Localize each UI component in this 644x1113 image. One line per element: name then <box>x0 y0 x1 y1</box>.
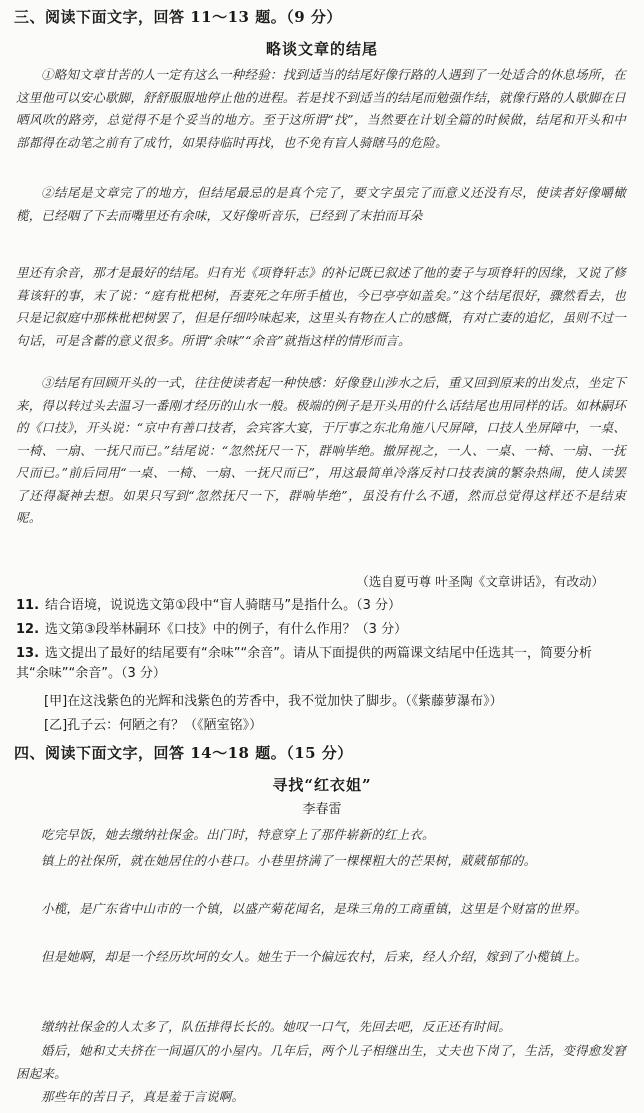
essay-paragraph-2a: ②结尾是文章完了的地方，但结尾最忌的是真个完了，要文字虽完了而意义还没有尽，使读者好像嚼橄榄，已经咽了下去而嘴里还有余味，又好像听音乐，已经到了末拍而耳朵 <box>16 185 626 223</box>
section-3-heading: 三、阅读下面文字，回答 11～13 题。（9 分） <box>14 8 342 26</box>
question-number: 13. <box>16 646 40 661</box>
option-jia: [甲]在这浅紫色的光辉和浅紫色的芳香中，我不觉加快了脚步。（《紫藤萝瀑布》） <box>44 694 503 709</box>
option-yi: [乙]孔子云：何陋之有？（《陋室铭》） <box>44 718 263 733</box>
story-paragraph-5: 缴纳社保金的人太多了，队伍排得长长的。她叹一口气，先回去吧，反正还有时间。 <box>41 1019 511 1034</box>
question-13 <box>16 644 616 684</box>
question-number: 12. <box>16 622 40 637</box>
question-text: 选文第③段举林嗣环《口技》中的例子，有什么作用？（3 分） <box>45 622 408 637</box>
essay-paragraph-3: ③结尾有回顾开头的一式，往往使读者起一种快感：好像登山涉水之后，重又回到原来的出发点，坐定下来，得以转过头去温习一番刚才经历的山水一般。极端的例子是开头用的什么话结尾也用同样的话。如林嗣环的《口技》，开头说：“京中有善口技者，会宾客大宴，于厅事之东北角施八尺屏障，口技人坐屏障中，一桌、一椅、一扇、一抚尺而已。”结尾说：“忽然抚尺一下，群响毕绝。撤屏视之，一人、一桌、一椅、一扇、一抚尺而已。”前后同用“一桌、一椅、一扇、一抚尺而已”，用这最简单冷落反衬口技表演的繁杂热闹，使人读罢了还得凝神去想。如果只写到“忽然抚尺一下，群响毕绝”，虽没有什么不通，然而总觉得这样还不是结束呢。 <box>16 375 626 525</box>
essay-title: 略谈文章的结尾 <box>265 40 378 58</box>
question-number: 11. <box>16 598 40 613</box>
story-paragraph-7: 那些年的苦日子，真是羞于言说啊。 <box>41 1089 245 1104</box>
question-11 <box>16 596 616 616</box>
question-text: 选文提出了最好的结尾要有“余味”“余音”。请从下面提供的两篇课文结尾中任选其一，简要分析其“余味”“余音”。（3 分） <box>16 646 592 681</box>
essay-source: （选自夏丏尊 叶圣陶《文章讲话》，有改动） <box>356 574 604 589</box>
story-paragraph-6: 婚后，她和丈夫挤在一间逼仄的小屋内。几年后，两个儿子相继出生，丈夫也下岗了，生活，变得愈发窘困起来。 <box>16 1043 626 1081</box>
story-title: 寻找“红衣姐” <box>272 776 372 794</box>
essay-paragraph-1: ①略知文章甘苦的人一定有这么一种经验：找到适当的结尾好像行路的人遇到了一处适合的休息场所，在这里他可以安心歇脚，舒舒服服地停止他的进程。若是找不到适当的结尾而勉强作结，就像行路的人歇脚在日晒风吹的路旁，总觉得不是个妥当的地方。至于这所谓“找”，当然要在计划全篇的时候做，结尾和开头和中部都得在动笔之前有了成竹，如果待临时再找，也不免有盲人骑瞎马的危险。 <box>16 67 626 150</box>
story-paragraph-4: 但是她啊，却是一个经历坎坷的女人。她生于一个偏远农村，后来，经人介绍，嫁到了小榄镇上。 <box>41 949 588 964</box>
question-12 <box>16 620 616 640</box>
story-author: 李春雷 <box>302 802 342 817</box>
essay-paragraph-2b: 里还有余音，那才是最好的结尾。归有光《项脊轩志》的补记既已叙述了他的妻子与项脊轩的因缘，又说了修葺该轩的事，末了说：“庭有枇杷树，吾妻死之年所手植也，今已亭亭如盖矣。”这个结尾很好，骤然看去，也只是记叙庭中那株枇杷树罢了，但是仔细吟味起来，这里头有物在人亡的感慨，有对亡妻的追忆，虽则不过一句话，可是含蓄的意义很多。所谓“余味”“余音”就指这样的情形而言。 <box>16 265 626 348</box>
story-paragraph-3: 小榄，是广东省中山市的一个镇，以盛产菊花闻名，是珠三角的工商重镇，这里是个财富的世界。 <box>41 901 588 916</box>
question-text: 结合语境，说说选文第①段中“盲人骑瞎马”是指什么。（3 分） <box>45 598 402 613</box>
story-paragraph-2: 镇上的社保所，就在她居住的小巷口。小巷里挤满了一棵棵粗大的芒果树，葳葳郁郁的。 <box>41 853 537 868</box>
section-4-heading: 四、阅读下面文字，回答 14～18 题。（15 分） <box>14 744 353 762</box>
story-paragraph-1: 吃完早饭，她去缴纳社保金。出门时，特意穿上了那件崭新的红上衣。 <box>41 827 435 842</box>
